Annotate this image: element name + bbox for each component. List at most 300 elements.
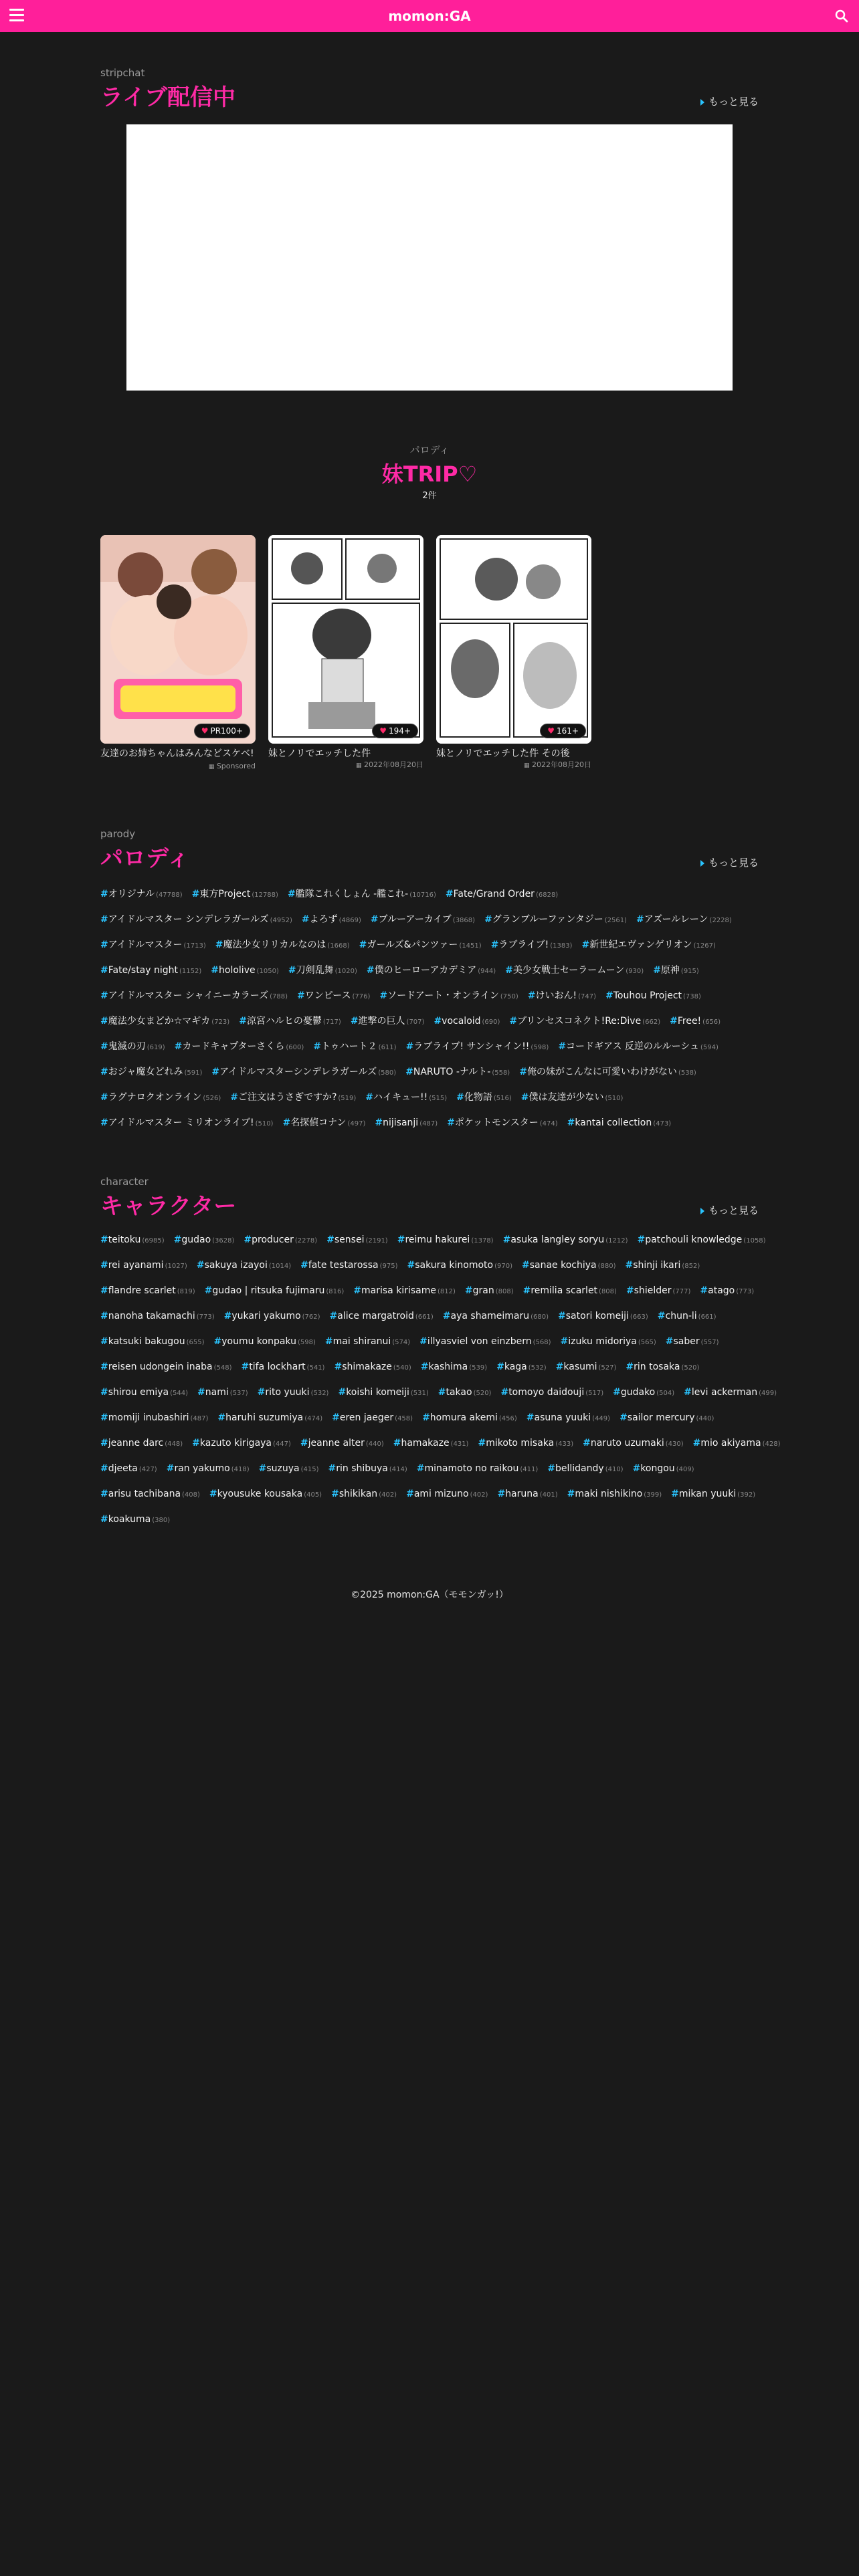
tag-link[interactable]	[491, 938, 573, 951]
hash-icon: #	[353, 1285, 362, 1296]
hash-icon: #	[422, 1412, 430, 1423]
likes-count: 161+	[557, 726, 579, 736]
tag-link[interactable]	[239, 1014, 341, 1027]
tag-link[interactable]	[658, 1311, 717, 1321]
parody-more-link[interactable]	[700, 855, 759, 869]
hash-icon: #	[397, 1235, 405, 1245]
tag-link[interactable]	[100, 912, 292, 926]
tag-count: (2228)	[709, 917, 732, 924]
tag-label: jeanne darc	[108, 1438, 164, 1448]
tag-count: (747)	[578, 993, 596, 1000]
tag-count: (1383)	[550, 942, 573, 950]
tag-link[interactable]	[500, 1387, 603, 1398]
hash-icon: #	[211, 1067, 220, 1077]
tag-link[interactable]	[217, 1412, 322, 1423]
tag-label: mikan yuuki	[678, 1489, 737, 1499]
tag-link[interactable]	[503, 1235, 628, 1245]
tag-link[interactable]	[521, 1090, 624, 1103]
tag-link[interactable]	[359, 938, 482, 951]
hash-icon: #	[100, 940, 108, 950]
hash-icon: #	[365, 1092, 374, 1103]
triangle-icon	[700, 1208, 704, 1214]
live-section-title: ライブ配信中	[100, 84, 235, 111]
live-section-subtitle: stripchat	[100, 67, 145, 79]
tag-link[interactable]	[100, 938, 206, 951]
tag-link[interactable]	[446, 889, 558, 899]
tag-link[interactable]	[330, 1311, 434, 1321]
tag-link[interactable]	[434, 1016, 500, 1027]
tag-row	[100, 1090, 759, 1115]
tag-link[interactable]	[100, 1235, 165, 1245]
tag-link[interactable]	[567, 1117, 672, 1128]
tag-link[interactable]	[417, 1463, 538, 1474]
tag-link[interactable]	[478, 1438, 573, 1448]
tag-label: アイドルマスター シンデレラガールズ	[108, 914, 269, 925]
tag-count: (600)	[286, 1044, 304, 1051]
tag-count: (4952)	[270, 917, 292, 924]
hash-icon: #	[332, 1412, 340, 1423]
tag-link[interactable]	[175, 1039, 304, 1053]
tag-label: eren jaeger	[339, 1412, 394, 1423]
tag-label: reimu hakurei	[405, 1235, 470, 1245]
hash-icon: #	[174, 1041, 183, 1052]
hash-icon: #	[625, 1260, 634, 1271]
tag-count: (510)	[605, 1095, 624, 1102]
site-logo[interactable]: momon:GA	[388, 8, 471, 24]
work-card[interactable]	[436, 535, 591, 770]
tag-link[interactable]	[100, 988, 288, 1002]
tag-link[interactable]	[583, 1438, 684, 1448]
heart-icon: ♥	[547, 726, 555, 736]
tag-count: (690)	[482, 1018, 500, 1026]
tag-label: producer	[252, 1235, 294, 1245]
tag-row	[100, 1311, 759, 1336]
tag-link[interactable]	[560, 1336, 656, 1347]
tag-link[interactable]	[505, 963, 644, 976]
tag-link[interactable]	[496, 1362, 547, 1372]
hash-icon: #	[626, 1362, 634, 1372]
hash-icon: #	[420, 1362, 429, 1372]
tag-label: shinji ikari	[633, 1260, 681, 1271]
tag-count: (776)	[352, 993, 371, 1000]
hash-icon: #	[100, 1235, 108, 1245]
hash-icon: #	[217, 1412, 226, 1423]
tag-link[interactable]	[605, 990, 701, 1001]
tag-label: おジャ魔女どれみ	[108, 1067, 183, 1077]
tag-link[interactable]	[619, 1412, 714, 1423]
tag-count: (808)	[599, 1288, 617, 1295]
tag-link[interactable]	[205, 1285, 345, 1296]
tag-link[interactable]	[365, 1090, 447, 1103]
tag-link[interactable]	[100, 1336, 205, 1347]
tag-count: (531)	[410, 1390, 429, 1397]
tag-link[interactable]	[211, 965, 279, 976]
work-card[interactable]	[268, 535, 423, 770]
hash-icon: #	[301, 914, 310, 925]
tag-row	[100, 1235, 766, 1260]
card-title[interactable]: 友達のお姉ちゃんはみんなどスケベ!	[100, 748, 254, 759]
tag-link[interactable]	[288, 887, 436, 900]
tag-count: (428)	[762, 1440, 781, 1448]
tag-link[interactable]	[174, 1235, 235, 1245]
tag-row	[100, 1489, 759, 1514]
tag-label: kyousuke kousaka	[217, 1489, 303, 1499]
tag-label: 東方Project	[199, 889, 251, 899]
character-more-link[interactable]	[700, 1203, 759, 1217]
tag-link[interactable]	[167, 1463, 250, 1474]
tag-count: (541)	[306, 1364, 325, 1372]
hash-icon: #	[282, 1117, 291, 1128]
tag-link[interactable]	[211, 1065, 396, 1078]
tag-count: (540)	[393, 1364, 411, 1372]
hash-icon: #	[407, 1260, 415, 1271]
tag-row	[100, 1065, 759, 1090]
tag-count: (431)	[450, 1440, 469, 1448]
tag-link[interactable]	[693, 1438, 781, 1448]
tag-link[interactable]	[556, 1362, 617, 1372]
tag-link[interactable]	[397, 1235, 494, 1245]
tag-link[interactable]	[351, 1014, 425, 1027]
tag-link[interactable]	[509, 1014, 660, 1027]
tag-link[interactable]	[666, 1336, 719, 1347]
tag-link[interactable]	[438, 1387, 492, 1398]
tag-link[interactable]	[670, 1016, 721, 1027]
tag-link[interactable]	[443, 1311, 549, 1321]
likes-badge	[372, 724, 418, 738]
tag-count: (458)	[395, 1415, 413, 1422]
tag-label: levi ackerman	[691, 1387, 758, 1398]
tag-label: アズールレーン	[644, 914, 708, 925]
tag-link[interactable]	[259, 1463, 319, 1474]
tag-label: saber	[673, 1336, 700, 1347]
tag-count: (527)	[598, 1364, 617, 1372]
tag-link[interactable]	[197, 1260, 291, 1271]
tag-count: (1668)	[327, 942, 350, 950]
tag-link[interactable]	[519, 1065, 696, 1078]
tag-link[interactable]	[331, 1489, 397, 1499]
tag-link[interactable]	[527, 1412, 610, 1423]
tag-link[interactable]	[100, 1387, 188, 1398]
tag-link[interactable]	[100, 1311, 215, 1321]
hash-icon: #	[223, 1311, 232, 1321]
tag-link[interactable]	[421, 1362, 487, 1372]
hash-icon: #	[502, 1235, 511, 1245]
tag-link[interactable]	[528, 988, 596, 1002]
tag-label: koakuma	[108, 1514, 151, 1525]
tag-link[interactable]	[393, 1438, 469, 1448]
tag-count: (474)	[539, 1120, 558, 1128]
tag-label: ブルーアーカイブ	[378, 914, 452, 925]
tag-label: Fate/stay night	[108, 965, 179, 976]
tag-link[interactable]	[100, 1489, 200, 1499]
tag-link[interactable]	[406, 1039, 549, 1053]
tag-link[interactable]	[567, 1489, 662, 1499]
tag-link[interactable]	[242, 1362, 325, 1372]
tag-row	[100, 1438, 781, 1463]
work-card[interactable]	[100, 535, 256, 770]
hash-icon: #	[671, 1489, 679, 1499]
hash-icon: #	[213, 1336, 222, 1347]
tag-count: (812)	[437, 1288, 456, 1295]
tag-label: katsuki bakugou	[108, 1336, 185, 1347]
more-label: もっと見る	[708, 857, 759, 869]
tag-count: (2561)	[604, 917, 627, 924]
tag-count: (568)	[533, 1339, 551, 1346]
tag-link[interactable]	[300, 1260, 397, 1271]
tag-link[interactable]	[192, 1438, 291, 1448]
tag-count: (487)	[419, 1120, 438, 1128]
card-title[interactable]: 妹とノリでエッチした件 その後	[436, 748, 570, 759]
cover-image[interactable]	[436, 535, 591, 744]
tag-link[interactable]	[547, 1463, 623, 1474]
tag-label: 進撃の巨人	[358, 1016, 405, 1027]
tag-link[interactable]	[626, 1362, 699, 1372]
tag-link[interactable]	[338, 1387, 428, 1398]
tag-count: (2191)	[365, 1237, 388, 1245]
tag-link[interactable]	[100, 1285, 195, 1296]
hash-icon: #	[522, 1260, 530, 1271]
tag-label: kashima	[428, 1362, 468, 1372]
tag-label: jeanne alter	[308, 1438, 365, 1448]
tag-link[interactable]	[100, 1090, 221, 1103]
tag-link[interactable]	[447, 1115, 558, 1129]
tag-link[interactable]	[653, 963, 699, 976]
live-more-link[interactable]	[700, 94, 759, 108]
tag-link[interactable]	[334, 1362, 411, 1372]
tag-link[interactable]	[626, 1260, 700, 1271]
tag-count: (915)	[680, 968, 699, 975]
hash-icon: #	[438, 1387, 446, 1398]
tag-label: sanae kochiya	[529, 1260, 597, 1271]
tag-label: ガールズ&パンツァー	[367, 940, 458, 950]
tag-label: ami mizuno	[413, 1489, 469, 1499]
tag-count: (401)	[539, 1491, 558, 1499]
tag-count: (408)	[182, 1491, 200, 1499]
card-title[interactable]: 妹とノリでエッチした件	[268, 748, 371, 759]
tag-label: ポケットモンスター	[454, 1117, 539, 1128]
tag-label: 魔法少女リリカルなのは	[223, 940, 326, 950]
hash-icon: #	[197, 1387, 205, 1398]
tag-link[interactable]	[230, 1090, 356, 1103]
tag-count: (474)	[304, 1415, 323, 1422]
tag-label: flandre scarlet	[108, 1285, 176, 1296]
tag-label: patchouli knowledge	[645, 1235, 743, 1245]
tag-link[interactable]	[422, 1412, 517, 1423]
tag-row	[100, 1463, 759, 1489]
hash-icon: #	[329, 1311, 338, 1321]
tag-count: (1152)	[179, 968, 202, 975]
tag-link[interactable]	[406, 1489, 488, 1499]
tag-link[interactable]	[325, 1336, 410, 1347]
tag-label: 化物語	[464, 1092, 492, 1103]
tag-link[interactable]	[637, 1235, 765, 1245]
tag-link[interactable]	[300, 1438, 384, 1448]
tag-link[interactable]	[626, 1285, 690, 1296]
tag-count: (680)	[531, 1313, 549, 1321]
tag-link[interactable]	[465, 1285, 514, 1296]
tag-count: (12788)	[252, 891, 278, 899]
tag-link[interactable]	[405, 1065, 510, 1078]
tag-label: remilia scarlet	[531, 1285, 598, 1296]
hash-icon: #	[445, 889, 454, 899]
tag-link[interactable]	[297, 988, 370, 1002]
tag-label: ラグナロクオンライン	[108, 1092, 202, 1103]
tag-label: sensei	[334, 1235, 365, 1245]
triangle-icon	[700, 860, 704, 867]
tag-label: gran	[472, 1285, 494, 1296]
tag-link[interactable]	[522, 1260, 616, 1271]
cover-image[interactable]	[268, 535, 423, 744]
hash-icon: #	[100, 914, 108, 925]
tag-count: (532)	[310, 1390, 329, 1397]
tag-link[interactable]	[282, 1115, 365, 1129]
tag-label: vocaloid	[442, 1016, 481, 1027]
cover-image[interactable]	[100, 535, 256, 744]
tag-link[interactable]	[100, 1014, 229, 1027]
tag-link[interactable]	[375, 1117, 438, 1128]
tag-label: kaga	[504, 1362, 527, 1372]
tag-row	[100, 988, 759, 1014]
tag-link[interactable]	[100, 1463, 157, 1474]
tag-count: (598)	[298, 1339, 316, 1346]
tag-row	[100, 1514, 759, 1539]
hash-icon: #	[653, 965, 661, 976]
feature-category[interactable]: パロディ	[409, 444, 450, 456]
tag-link[interactable]	[456, 1090, 512, 1103]
tag-link[interactable]	[633, 1463, 694, 1474]
tag-link[interactable]	[379, 988, 518, 1002]
feature-count: 2件	[422, 491, 437, 501]
tag-link[interactable]	[224, 1311, 320, 1321]
tag-link[interactable]	[100, 1039, 165, 1053]
hash-icon: #	[192, 1438, 200, 1448]
tag-link[interactable]	[581, 938, 715, 951]
heart-icon: ♥	[201, 726, 209, 736]
tag-label: teitoku	[108, 1235, 141, 1245]
tag-row	[100, 1014, 759, 1039]
tag-link[interactable]	[100, 1514, 170, 1525]
hash-icon: #	[558, 1311, 566, 1321]
tag-link[interactable]	[244, 1235, 317, 1245]
tag-link[interactable]	[407, 1260, 512, 1271]
tag-count: (565)	[638, 1339, 656, 1346]
tag-link[interactable]	[313, 1039, 396, 1053]
tag-link[interactable]	[523, 1285, 617, 1296]
tag-link[interactable]	[100, 1115, 273, 1129]
parody-section-subtitle: parody	[100, 828, 136, 840]
tag-link[interactable]	[100, 1065, 202, 1078]
tag-link[interactable]	[302, 912, 361, 926]
tag-link[interactable]	[636, 912, 732, 926]
hash-icon: #	[366, 965, 375, 976]
tag-link[interactable]	[671, 1489, 755, 1499]
tag-label: mio akiyama	[700, 1438, 761, 1448]
tag-link[interactable]	[100, 887, 183, 900]
tag-link[interactable]	[214, 1336, 316, 1347]
live-stream-embed[interactable]	[126, 124, 733, 391]
likes-count: PR100+	[210, 726, 243, 736]
tag-link[interactable]	[371, 912, 475, 926]
search-icon[interactable]	[834, 8, 850, 24]
tag-count: (405)	[304, 1491, 322, 1499]
tag-link[interactable]	[613, 1387, 674, 1398]
hash-icon: #	[416, 1463, 425, 1474]
tag-count: (661)	[415, 1313, 434, 1321]
hash-icon: #	[100, 1489, 108, 1499]
tag-link[interactable]	[326, 1235, 388, 1245]
hash-icon: #	[637, 1235, 646, 1245]
tag-link[interactable]	[100, 1412, 208, 1423]
likes-count: 194+	[389, 726, 411, 736]
tag-label: nijisanji	[383, 1117, 419, 1128]
tag-link[interactable]	[258, 1387, 329, 1398]
tag-link[interactable]	[328, 1463, 407, 1474]
tag-link[interactable]	[100, 1438, 183, 1448]
tag-link[interactable]	[100, 965, 201, 976]
tag-count: (47788)	[156, 891, 183, 899]
tag-link[interactable]	[209, 1489, 322, 1499]
tag-link[interactable]	[197, 1387, 248, 1398]
tag-count: (707)	[406, 1018, 425, 1026]
tag-link[interactable]	[367, 963, 496, 976]
tag-count: (418)	[231, 1466, 250, 1473]
tag-count: (456)	[498, 1415, 517, 1422]
feature-title[interactable]: 妹TRIP♡	[381, 461, 478, 487]
tag-link[interactable]	[558, 1039, 719, 1053]
tag-label: 新世紀エヴァンゲリオン	[589, 940, 692, 950]
tag-label: tifa lockhart	[249, 1362, 306, 1372]
tag-count: (10716)	[409, 891, 436, 899]
tag-count: (515)	[429, 1095, 448, 1102]
tag-label: homura akemi	[430, 1412, 498, 1423]
tag-link[interactable]	[100, 1362, 232, 1372]
tag-link[interactable]	[700, 1285, 754, 1296]
tag-row	[100, 1336, 759, 1362]
hash-icon: #	[657, 1311, 666, 1321]
tag-label: 名探偵コナン	[290, 1117, 347, 1128]
tag-label: rin tosaka	[634, 1362, 680, 1372]
tag-link[interactable]	[215, 938, 350, 951]
tag-link[interactable]	[419, 1336, 551, 1347]
tag-link[interactable]	[484, 912, 627, 926]
tag-label: tomoyo daidouji	[508, 1387, 585, 1398]
tag-label: hamakaze	[401, 1438, 450, 1448]
character-section-subtitle: character	[100, 1176, 149, 1188]
tag-label: NARUTO -ナルト-	[413, 1067, 491, 1077]
tag-link[interactable]	[332, 1412, 413, 1423]
more-label: もっと見る	[708, 1204, 759, 1216]
tag-link[interactable]	[558, 1311, 648, 1321]
tag-count: (440)	[365, 1440, 384, 1448]
tag-link[interactable]	[684, 1387, 777, 1398]
tag-count: (544)	[170, 1390, 189, 1397]
tag-link[interactable]	[192, 887, 278, 900]
tag-link[interactable]	[353, 1285, 456, 1296]
tag-link[interactable]	[288, 963, 357, 976]
hash-icon: #	[324, 1336, 333, 1347]
tag-count: (930)	[626, 968, 644, 975]
tag-label: sailor mercury	[627, 1412, 695, 1423]
tag-count: (427)	[138, 1466, 157, 1473]
tag-label: aya shameimaru	[450, 1311, 530, 1321]
tag-count: (750)	[500, 993, 518, 1000]
hash-icon: #	[442, 1311, 451, 1321]
triangle-icon	[700, 99, 704, 106]
tag-link[interactable]	[100, 1260, 187, 1271]
hash-icon: #	[567, 1117, 575, 1128]
tag-count: (816)	[326, 1288, 345, 1295]
tag-link[interactable]	[497, 1489, 557, 1499]
